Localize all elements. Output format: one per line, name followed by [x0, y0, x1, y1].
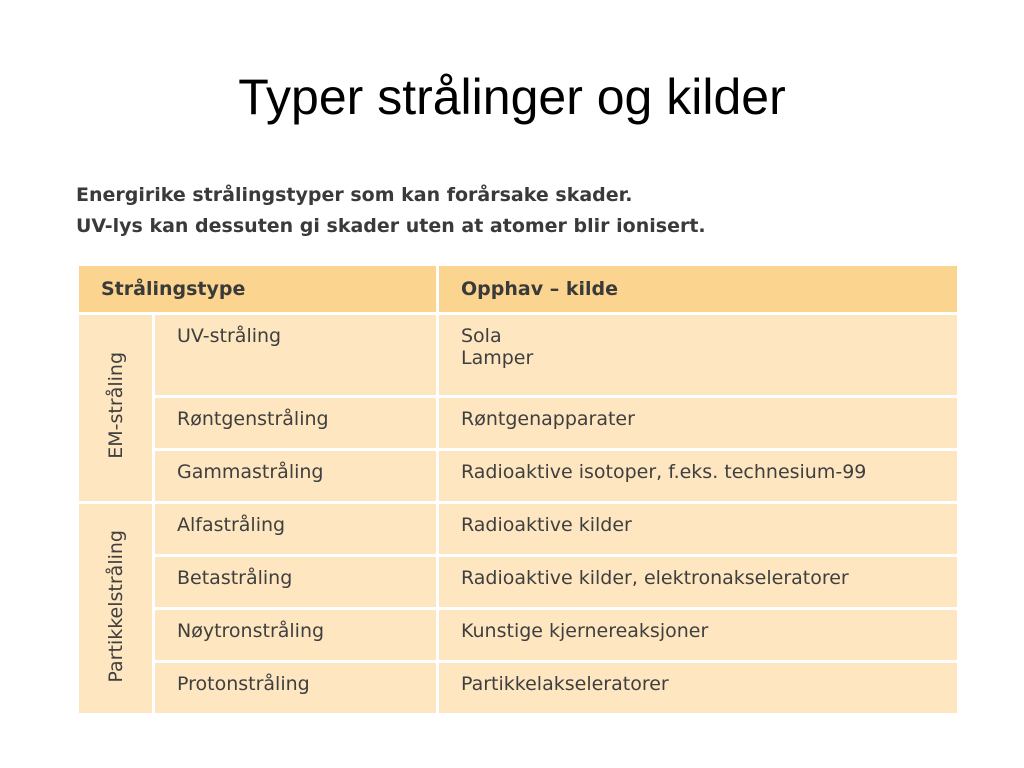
group-label-particle: Partikkelstråling [104, 529, 127, 683]
cell-source: Røntgenapparater [438, 397, 959, 450]
cell-type: Røntgenstråling [154, 397, 438, 450]
cell-type: Betastråling [154, 556, 438, 609]
table-row [78, 314, 959, 397]
radiation-table [76, 263, 960, 716]
header-radiation-type: Strålingstype [78, 265, 438, 314]
cell-source: Radioaktive isotoper, f.eks. technesium-99 [438, 450, 959, 503]
cell-source: Radioaktive kilder, elektronakseleratorer [438, 556, 959, 609]
cell-type: Nøytronstråling [154, 609, 438, 662]
table-row [78, 503, 959, 556]
cell-source: Kunstige kjernereaksjoner [438, 609, 959, 662]
cell-type: Alfastråling [154, 503, 438, 556]
group-particle-radiation [78, 503, 154, 715]
intro-line-2: UV-lys kan dessuten gi skader uten at atomer blir ionisert. [76, 215, 706, 237]
group-label-em: EM-stråling [104, 352, 127, 459]
cell-source: Sola Lamper [438, 314, 959, 397]
table-header-row [78, 265, 959, 314]
table-row [78, 662, 959, 715]
table-row [78, 450, 959, 503]
cell-source: Radioaktive kilder [438, 503, 959, 556]
table-row [78, 556, 959, 609]
cell-type: UV-stråling [154, 314, 438, 397]
slide-title: Typer strålinger og kilder [238, 69, 786, 125]
group-em-radiation [78, 314, 154, 503]
cell-type: Gammastråling [154, 450, 438, 503]
table-row [78, 397, 959, 450]
cell-type: Protonstråling [154, 662, 438, 715]
table-row [78, 609, 959, 662]
header-source: Opphav – kilde [438, 265, 959, 314]
intro-line-1: Energirike strålingstyper som kan forårsake skader. [76, 184, 633, 206]
cell-source: Partikkelakseleratorer [438, 662, 959, 715]
intro-text [76, 180, 706, 242]
